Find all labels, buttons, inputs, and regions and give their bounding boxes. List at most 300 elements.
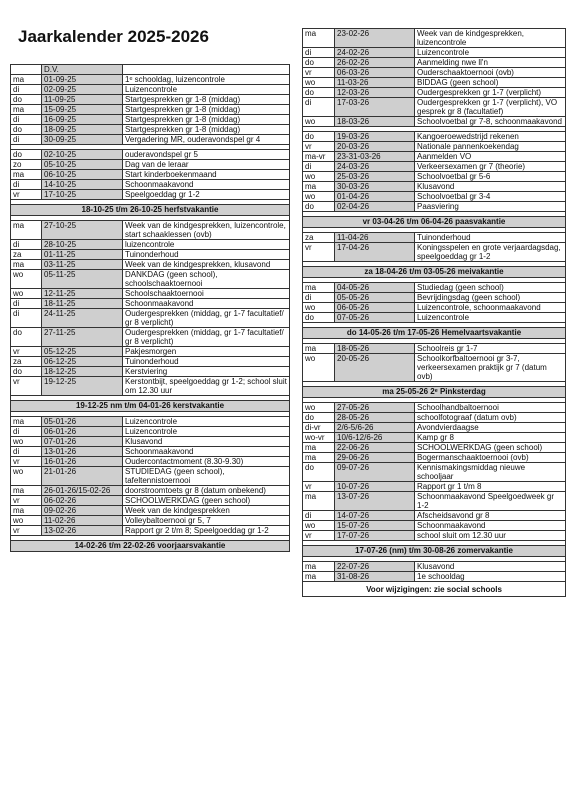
day-cell: vr	[11, 526, 42, 536]
day-cell: ma	[303, 283, 335, 293]
calendar-row	[11, 299, 290, 309]
date-cell: 17-10-25	[42, 190, 123, 200]
day-cell: vr	[11, 190, 42, 200]
event-cell: Studiedag (geen school)	[415, 283, 566, 293]
event-cell: Luizencontrole	[123, 85, 290, 95]
event-cell: Start kinderboekenmaand	[123, 170, 290, 180]
event-cell	[123, 65, 290, 75]
day-cell: ma	[11, 105, 42, 115]
vacation-label: ma 25-05-26 2ᵉ Pinksterdag	[303, 387, 566, 398]
vacation-label: vr 03-04-26 t/m 06-04-26 paasvakantie	[303, 217, 566, 228]
event-cell: BIDDAG (geen school)	[415, 78, 566, 88]
vacation-band	[11, 541, 290, 552]
day-cell: di	[11, 427, 42, 437]
event-cell: Schoolvoetbal gr 3-4	[415, 192, 566, 202]
event-cell: Verkeersexamen gr 7 (theorie)	[415, 162, 566, 172]
date-cell: 06-03-26	[335, 68, 415, 78]
calendar-row	[303, 132, 566, 142]
date-cell: 15-07-26	[335, 521, 415, 531]
day-cell: di-vr	[303, 423, 335, 433]
calendar-row	[303, 531, 566, 541]
calendar-row	[11, 160, 290, 170]
event-cell: Schoonmaakavond	[123, 447, 290, 457]
day-cell: di	[11, 309, 42, 328]
date-cell: 09-07-26	[335, 463, 415, 482]
date-cell: 13-02-26	[42, 526, 123, 536]
event-cell: Week van de kindgesprekken	[123, 506, 290, 516]
event-cell: Schoolvoetbal gr 5-6	[415, 172, 566, 182]
day-cell: ma-vr	[303, 152, 335, 162]
event-cell: Oudergesprekken gr 1-7 (verplicht), VO gesprek gr 8 (facultatief)	[415, 98, 566, 117]
calendar-row	[303, 152, 566, 162]
day-cell: wo	[303, 303, 335, 313]
day-cell: di	[11, 240, 42, 250]
date-cell: 21-01-26	[42, 467, 123, 486]
date-cell: 16-09-25	[42, 115, 123, 125]
date-cell: 17-03-26	[335, 98, 415, 117]
calendar-row	[11, 447, 290, 457]
date-cell: 05-01-26	[42, 417, 123, 427]
vacation-label: 17-07-26 (nm) t/m 30-08-26 zomervakantie	[303, 546, 566, 557]
date-cell: 13-07-26	[335, 492, 415, 511]
calendar-row	[303, 423, 566, 433]
date-cell: 22-07-26	[335, 562, 415, 572]
calendar-row	[303, 293, 566, 303]
calendar-row	[11, 150, 290, 160]
event-cell: Koningsspelen en grote verjaardagsdag, speelgoeddag gr 1-2	[415, 243, 566, 262]
date-cell: 02-10-25	[42, 150, 123, 160]
calendar-row	[11, 357, 290, 367]
vacation-label: za 18-04-26 t/m 03-05-26 meivakantie	[303, 267, 566, 278]
day-cell: di	[11, 135, 42, 145]
calendar-row	[303, 162, 566, 172]
event-cell: Bevrijdingsdag (geen school)	[415, 293, 566, 303]
calendar-row	[11, 85, 290, 95]
day-cell: wo	[303, 172, 335, 182]
day-cell: ma	[303, 562, 335, 572]
day-cell: wo	[11, 516, 42, 526]
date-cell: 26-01-26/15-02-26	[42, 486, 123, 496]
day-cell: vr	[11, 377, 42, 396]
event-cell: Kangoeroewedstrijd rekenen	[415, 132, 566, 142]
date-cell: 11-09-25	[42, 95, 123, 105]
calendar-row	[11, 125, 290, 135]
calendar-row	[11, 427, 290, 437]
calendar-row	[303, 413, 566, 423]
day-cell: zo	[11, 160, 42, 170]
day-cell: do	[303, 313, 335, 323]
day-cell: do	[11, 125, 42, 135]
vacation-label: 18-10-25 t/m 26-10-25 herfstvakantie	[11, 205, 290, 216]
day-cell: do	[11, 150, 42, 160]
date-cell: 19-12-25	[42, 377, 123, 396]
day-cell: vr	[303, 531, 335, 541]
date-cell: 23-31-03-26	[335, 152, 415, 162]
date-cell: 14-10-25	[42, 180, 123, 190]
day-cell: wo	[11, 467, 42, 486]
day-cell: di	[303, 162, 335, 172]
day-cell: ma	[11, 417, 42, 427]
date-cell: 19-03-26	[335, 132, 415, 142]
day-cell: ma	[303, 572, 335, 582]
calendar-row	[303, 142, 566, 152]
event-cell: Aanmelden VO	[415, 152, 566, 162]
event-cell: Oudercontactmoment (8.30-9.30)	[123, 457, 290, 467]
event-cell: SCHOOLWERKDAG (geen school)	[415, 443, 566, 453]
date-cell: 10-07-26	[335, 482, 415, 492]
day-cell: ma	[303, 492, 335, 511]
event-cell: Schoonmaakavond Speelgoedweek gr 1-2	[415, 492, 566, 511]
calendar-row	[303, 403, 566, 413]
event-cell: Pakjesmorgen	[123, 347, 290, 357]
date-cell: 09-02-26	[42, 506, 123, 516]
date-cell: 03-11-25	[42, 260, 123, 270]
page-title: Jaarkalender 2025-2026	[18, 27, 209, 46]
date-cell: 17-04-26	[335, 243, 415, 262]
date-cell: 06-10-25	[42, 170, 123, 180]
date-cell: 2/6-5/6-26	[335, 423, 415, 433]
date-cell: 24-03-26	[335, 162, 415, 172]
day-cell: vr	[11, 496, 42, 506]
day-cell: wo	[303, 354, 335, 382]
event-cell: Speelgoeddag gr 1-2	[123, 190, 290, 200]
event-cell: ouderavondspel gr 5	[123, 150, 290, 160]
date-cell: 26-02-26	[335, 58, 415, 68]
date-cell: 10/6-12/6-26	[335, 433, 415, 443]
day-cell: do	[303, 463, 335, 482]
calendar-row	[11, 75, 290, 85]
vacation-label: 19-12-25 nm t/m 04-01-26 kerstvakantie	[11, 401, 290, 412]
day-cell: di	[303, 511, 335, 521]
day-cell: ma	[303, 29, 335, 48]
vacation-band	[11, 401, 290, 412]
event-cell: Kerstviering	[123, 367, 290, 377]
day-cell: di	[11, 85, 42, 95]
calendar-row	[11, 417, 290, 427]
day-cell: wo	[303, 521, 335, 531]
calendar-row	[11, 486, 290, 496]
event-cell: Luizencontrole	[415, 48, 566, 58]
calendar-row	[11, 270, 290, 289]
event-cell: schoolfotograaf (datum ovb)	[415, 413, 566, 423]
calendar-row	[303, 572, 566, 582]
day-cell: ma	[303, 453, 335, 463]
calendar-row	[303, 482, 566, 492]
day-cell: wo	[11, 289, 42, 299]
event-cell: Paasviering	[415, 202, 566, 212]
event-cell: Klusavond	[415, 182, 566, 192]
calendar-row	[11, 457, 290, 467]
event-cell: Startgesprekken gr 1-8 (middag)	[123, 95, 290, 105]
date-cell: D.V.	[42, 65, 123, 75]
calendar-row	[303, 344, 566, 354]
calendar-row	[303, 433, 566, 443]
day-cell: wo	[11, 437, 42, 447]
day-cell: vr	[303, 68, 335, 78]
date-cell: 17-07-26	[335, 531, 415, 541]
event-cell: Luizencontrole, schoonmaakavond	[415, 303, 566, 313]
calendar-row	[11, 240, 290, 250]
date-cell: 16-01-26	[42, 457, 123, 467]
day-cell: di	[11, 447, 42, 457]
event-cell: Klusavond	[415, 562, 566, 572]
vacation-band	[303, 546, 566, 557]
date-cell: 02-04-26	[335, 202, 415, 212]
date-cell: 13-01-26	[42, 447, 123, 457]
day-cell: di	[303, 48, 335, 58]
event-cell: Rapport gr 2 t/m 8; Speelgoeddag gr 1-2	[123, 526, 290, 536]
calendar-row	[11, 377, 290, 396]
event-cell: Vergadering MR, ouderavondspel gr 4	[123, 135, 290, 145]
calendar-row	[303, 29, 566, 48]
calendar-row	[303, 562, 566, 572]
event-cell: 1e schooldag	[415, 572, 566, 582]
event-cell: Week van de kindgesprekken, klusavond	[123, 260, 290, 270]
date-cell: 12-11-25	[42, 289, 123, 299]
calendar-row	[303, 283, 566, 293]
date-cell: 24-02-26	[335, 48, 415, 58]
date-cell: 28-05-26	[335, 413, 415, 423]
event-cell: Kamp gr 8	[415, 433, 566, 443]
event-cell: luizencontrole	[123, 240, 290, 250]
event-cell: Afscheidsavond gr 8	[415, 511, 566, 521]
calendar-row	[11, 260, 290, 270]
vacation-band	[303, 217, 566, 228]
event-cell: Klusavond	[123, 437, 290, 447]
calendar-row	[11, 180, 290, 190]
event-cell: Volleybaltoernooi gr 5, 7	[123, 516, 290, 526]
day-cell: ma	[11, 506, 42, 516]
event-cell: Kerstontbijt, speelgoeddag gr 1-2; school sluit om 12.30 uur	[123, 377, 290, 396]
day-cell: di	[303, 293, 335, 303]
date-cell: 05-05-26	[335, 293, 415, 303]
event-cell: Avondvierdaagse	[415, 423, 566, 433]
date-cell: 11-02-26	[42, 516, 123, 526]
date-cell: 06-12-25	[42, 357, 123, 367]
day-cell: wo-vr	[303, 433, 335, 443]
date-cell: 23-02-26	[335, 29, 415, 48]
calendar-row	[11, 496, 290, 506]
date-cell: 27-11-25	[42, 328, 123, 347]
calendar-row	[303, 243, 566, 262]
date-cell: 02-09-25	[42, 85, 123, 95]
event-cell: Luizencontrole	[123, 427, 290, 437]
event-cell: Ouderschaaktoernooi (ovb)	[415, 68, 566, 78]
day-cell: ma	[303, 344, 335, 354]
event-cell: Nationale pannenkoekendag	[415, 142, 566, 152]
day-cell: za	[11, 357, 42, 367]
day-cell: ma	[303, 443, 335, 453]
date-cell: 31-08-26	[335, 572, 415, 582]
date-cell: 01-04-26	[335, 192, 415, 202]
event-cell: school sluit om 12.30 uur	[415, 531, 566, 541]
day-cell	[11, 65, 42, 75]
vacation-band	[303, 387, 566, 398]
calendar-table-left	[10, 64, 290, 552]
event-cell: Schoolschaaktoernooi	[123, 289, 290, 299]
day-cell: di	[11, 299, 42, 309]
date-cell: 18-09-25	[42, 125, 123, 135]
date-cell: 27-10-25	[42, 221, 123, 240]
vacation-band	[11, 205, 290, 216]
calendar-row	[11, 506, 290, 516]
event-cell: STUDIEDAG (geen school), tafeltennistoernooi	[123, 467, 290, 486]
day-cell: ma	[11, 486, 42, 496]
date-cell: 11-04-26	[335, 233, 415, 243]
date-cell: 20-05-26	[335, 354, 415, 382]
date-cell: 01-09-25	[42, 75, 123, 85]
event-cell: SCHOOLWERKDAG (geen school)	[123, 496, 290, 506]
vacation-label: do 14-05-26 t/m 17-05-26 Hemelvaartsvakantie	[303, 328, 566, 339]
day-cell: do	[303, 88, 335, 98]
event-cell: Startgesprekken gr 1-8 (middag)	[123, 105, 290, 115]
day-cell: za	[303, 233, 335, 243]
event-cell: Week van de kindgesprekken, luizencontrole, start schaaklessen (ovb)	[123, 221, 290, 240]
event-cell: Schoolhandbaltoernooi	[415, 403, 566, 413]
day-cell: do	[303, 58, 335, 68]
date-cell: 04-05-26	[335, 283, 415, 293]
calendar-row	[11, 437, 290, 447]
event-cell: Oudergesprekken gr 1-7 (verplicht)	[415, 88, 566, 98]
event-cell: Bogermanschaaktoernooi (ovb)	[415, 453, 566, 463]
event-cell: Tuinonderhoud	[123, 357, 290, 367]
event-cell: Rapport gr 1 t/m 8	[415, 482, 566, 492]
calendar-table-right	[302, 28, 566, 597]
event-cell: doorstroomtoets gr 8 (datum onbekend)	[123, 486, 290, 496]
date-cell: 05-11-25	[42, 270, 123, 289]
event-cell: Dag van de leraar	[123, 160, 290, 170]
calendar-row	[303, 117, 566, 127]
date-cell: 18-12-25	[42, 367, 123, 377]
calendar-row	[11, 65, 290, 75]
calendar-row	[303, 354, 566, 382]
day-cell: vr	[303, 243, 335, 262]
vacation-band	[303, 328, 566, 339]
day-cell: ma	[11, 75, 42, 85]
calendar-row	[303, 453, 566, 463]
calendar-row	[303, 202, 566, 212]
event-cell: Oudergesprekken (middag, gr 1-7 facultatief/ gr 8 verplicht)	[123, 328, 290, 347]
calendar-row	[303, 172, 566, 182]
day-cell: vr	[303, 482, 335, 492]
event-cell: Schoonmaakavond	[123, 180, 290, 190]
day-cell: za	[11, 250, 42, 260]
day-cell: wo	[303, 403, 335, 413]
date-cell: 15-09-25	[42, 105, 123, 115]
calendar-row	[303, 313, 566, 323]
event-cell: Luizencontrole	[415, 313, 566, 323]
date-cell: 01-11-25	[42, 250, 123, 260]
day-cell: vr	[11, 457, 42, 467]
day-cell: do	[303, 413, 335, 423]
date-cell: 06-05-26	[335, 303, 415, 313]
date-cell: 29-06-26	[335, 453, 415, 463]
day-cell: di	[303, 98, 335, 117]
date-cell: 18-03-26	[335, 117, 415, 127]
vacation-label: 14-02-26 t/m 22-02-26 voorjaarsvakantie	[11, 541, 290, 552]
day-cell: di	[11, 115, 42, 125]
date-cell: 07-05-26	[335, 313, 415, 323]
calendar-row	[303, 58, 566, 68]
event-cell: Startgesprekken gr 1-8 (middag)	[123, 115, 290, 125]
day-cell: wo	[11, 270, 42, 289]
calendar-row	[11, 115, 290, 125]
event-cell: Tuinonderhoud	[415, 233, 566, 243]
calendar-row	[303, 98, 566, 117]
day-cell: ma	[11, 221, 42, 240]
footer-note	[303, 582, 566, 597]
footer-note-text: Voor wijzigingen: zie social schools	[303, 582, 566, 597]
event-cell: Luizencontrole	[123, 417, 290, 427]
date-cell: 14-07-26	[335, 511, 415, 521]
calendar-row	[11, 105, 290, 115]
day-cell: vr	[303, 142, 335, 152]
event-cell: Schoonmaakavond	[415, 521, 566, 531]
calendar-row	[11, 289, 290, 299]
day-cell: ma	[303, 182, 335, 192]
event-cell: Aanmelding nwe ll'n	[415, 58, 566, 68]
date-cell: 06-02-26	[42, 496, 123, 506]
day-cell: do	[303, 202, 335, 212]
day-cell: wo	[303, 192, 335, 202]
calendar-row	[11, 467, 290, 486]
calendar-row	[303, 511, 566, 521]
calendar-row	[303, 192, 566, 202]
calendar-row	[11, 135, 290, 145]
date-cell: 30-09-25	[42, 135, 123, 145]
date-cell: 18-05-26	[335, 344, 415, 354]
calendar-row	[11, 190, 290, 200]
calendar-row	[303, 303, 566, 313]
calendar-row	[11, 526, 290, 536]
calendar-row	[11, 328, 290, 347]
day-cell: ma	[11, 260, 42, 270]
day-cell: di	[11, 180, 42, 190]
calendar-row	[303, 182, 566, 192]
calendar-row	[11, 95, 290, 105]
day-cell: do	[303, 132, 335, 142]
event-cell: Week van de kindgesprekken, luizencontrole	[415, 29, 566, 48]
event-cell: 1ᵉ schooldag, luizencontrole	[123, 75, 290, 85]
event-cell: DANKDAG (geen school), schoolschaaktoernooi	[123, 270, 290, 289]
day-cell: do	[11, 328, 42, 347]
date-cell: 20-03-26	[335, 142, 415, 152]
event-cell: Schoolvoetbal gr 7-8, schoonmaakavond	[415, 117, 566, 127]
calendar-row	[11, 516, 290, 526]
date-cell: 07-01-26	[42, 437, 123, 447]
calendar-row	[303, 78, 566, 88]
date-cell: 05-10-25	[42, 160, 123, 170]
calendar-row	[11, 221, 290, 240]
calendar-row	[11, 170, 290, 180]
day-cell: do	[11, 95, 42, 105]
event-cell: Schoolreis gr 1-7	[415, 344, 566, 354]
date-cell: 06-01-26	[42, 427, 123, 437]
date-cell: 18-11-25	[42, 299, 123, 309]
date-cell: 27-05-26	[335, 403, 415, 413]
event-cell: Startgesprekken gr 1-8 (middag)	[123, 125, 290, 135]
date-cell: 25-03-26	[335, 172, 415, 182]
calendar-row	[11, 347, 290, 357]
date-cell: 24-11-25	[42, 309, 123, 328]
calendar-row	[303, 463, 566, 482]
date-cell: 12-03-26	[335, 88, 415, 98]
date-cell: 28-10-25	[42, 240, 123, 250]
event-cell: Kennismakingsmiddag nieuwe schooljaar	[415, 463, 566, 482]
date-cell: 30-03-26	[335, 182, 415, 192]
event-cell: Tuinonderhoud	[123, 250, 290, 260]
calendar-row	[303, 492, 566, 511]
